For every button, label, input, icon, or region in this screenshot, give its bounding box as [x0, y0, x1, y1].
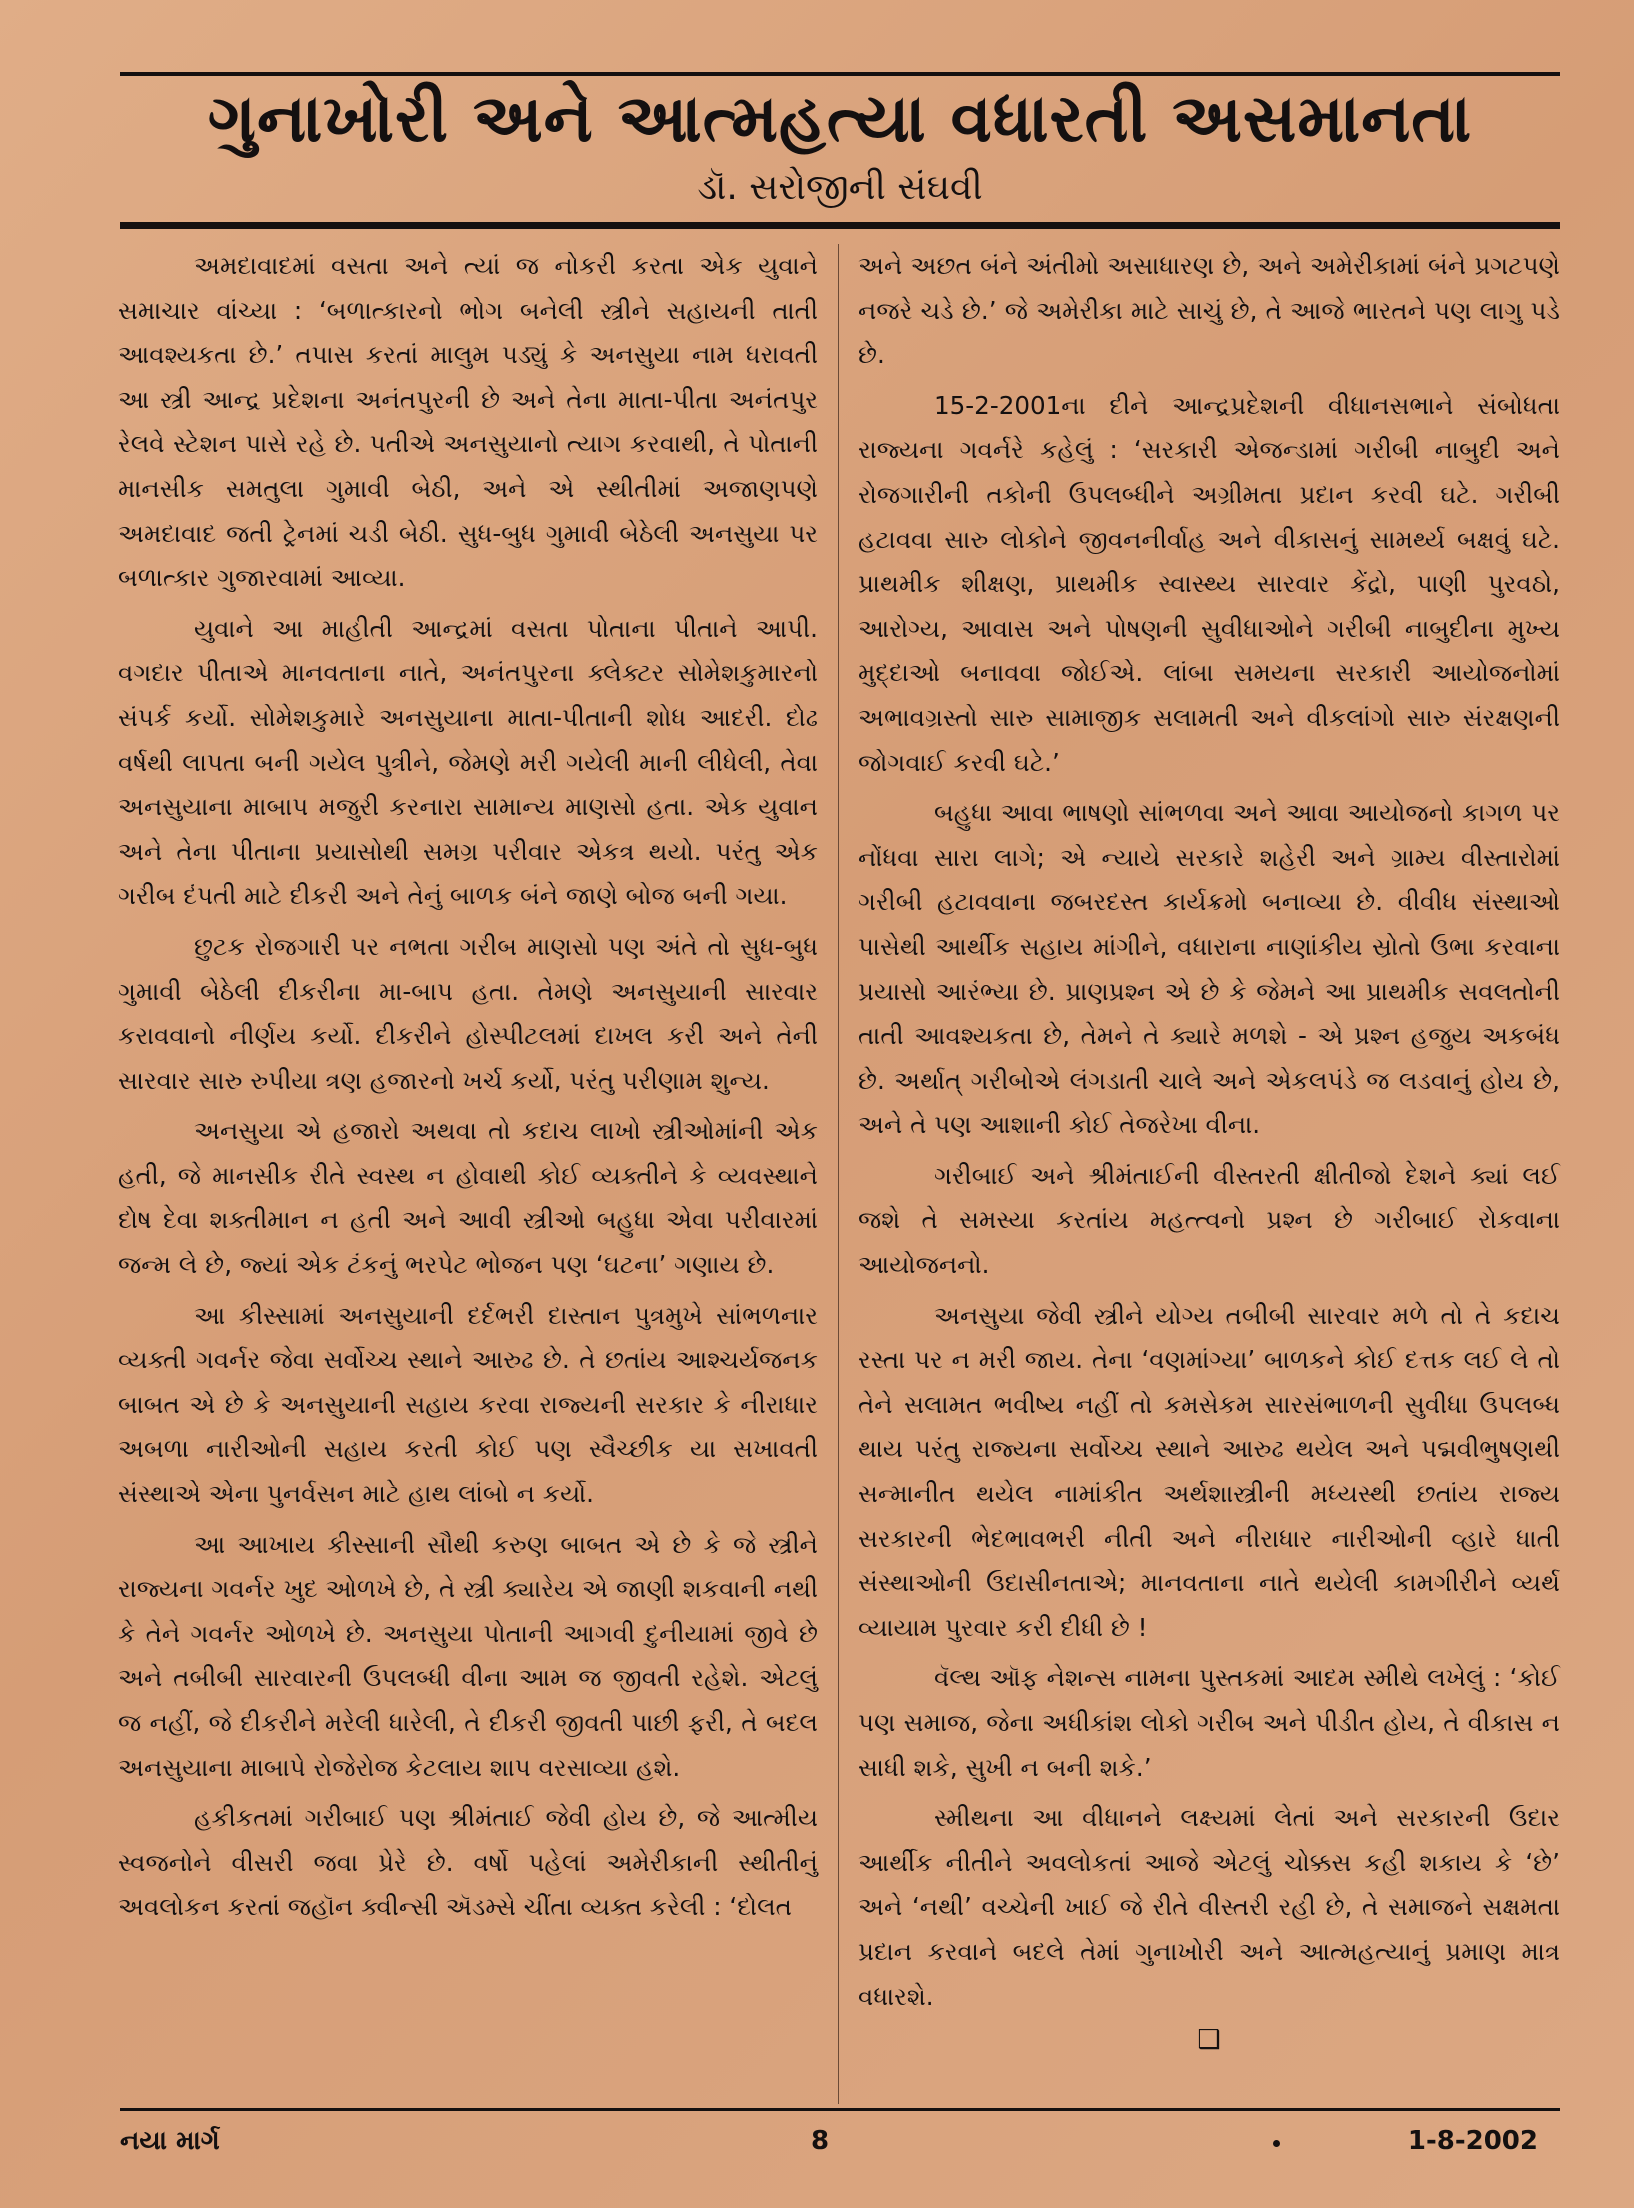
header-rule	[120, 222, 1560, 229]
paragraph: આ કીસ્સામાં અનસુયાની દર્દભરી દાસ્તાન પુત્રમુખે સાંભળનાર વ્યક્તી ગવર્નર જેવા સર્વોચ્ચ સ્થાને આરુઢ છે. તે છતાંય આશ્ચર્યજનક બાબત એ છે કે અનસુયાની સહાય કરવા રાજ્યની સરકાર કે નીરાધાર અબળા નારીઓની સહાય કરતી કોઈ પણ સ્વૈચ્છીક યા સખાવતી સંસ્થાએ એના પુનર્વસન માટે હાથ લાંબો ન કર્યો.	[118, 1300, 818, 1509]
paragraph: ગરીબાઈ અને શ્રીમંતાઈની વીસ્તરતી ક્ષીતીજો દેશને ક્યાં લઈ જશે તે સમસ્યા કરતાંય મહત્ત્વનો પ્રશ્ન છે ગરીબાઈ રોકવાના આયોજનનો.	[858, 1160, 1560, 1280]
article-title: ગુનાખોરી અને આત્મહત્યા વધારતી અસમાનતા	[207, 80, 1473, 157]
paragraph: અનસુયા એ હજારો અથવા તો કદાચ લાખો સ્ત્રીઓમાંની એક હતી, જે માનસીક રીતે સ્વસ્થ ન હોવાથી કોઈ વ્યક્તીને કે વ્યવસ્થાને દોષ દેવા શક્તીમાન ન હતી અને આવી સ્ત્રીઓ બહુધા એવા પરીવારમાં જન્મ લે છે, જ્યાં એક ટંકનું ભરપેટ ભોજન પણ ‘ઘટના’ ગણાય છે.	[118, 1116, 818, 1280]
paragraph: વૅલ્થ ઑફ નેશન્સ નામના પુસ્તકમાં આદમ સ્મીથે લખેલું : ‘કોઈ પણ સમાજ, જેના અધીકાંશ લોકો ગરીબ અને પીડીત હોય, તે વીકાસ ન સાધી શકે, સુખી ન બની શકે.’	[858, 1663, 1560, 1782]
paragraph: આ આખાય કીસ્સાની સૌથી કરુણ બાબત એ છે કે જે સ્ત્રીને રાજ્યના ગવર્નર ખુદ ઓળખે છે, તે સ્ત્રી ક્યારેય એ જાણી શકવાની નથી કે તેને ગવર્નર ઓળખે છે. અનસુયા પોતાની આગવી દુનીયામાં જીવે છે અને તબીબી સારવારની ઉપલબ્ધી વીના આમ જ જીવતી રહેશે. એટલું જ નહીં, જે દીકરીને મરેલી ધારેલી, તે દીકરી જીવતી પાછી ફરી, તે બદલ અનસુયાના માબાપે રોજેરોજ કેટલાય શાપ વરસાવ્યા હશે.	[118, 1529, 818, 1782]
paragraph: છુટક રોજગારી પર નભતા ગરીબ માણસો પણ અંતે તો સુધ-બુધ ગુમાવી બેઠેલી દીકરીના મા-બાપ હતા. તેમણે અનસુયાની સારવાર કરાવવાનો નીર્ણય કર્યો. દીકરીને હોસ્પીટલમાં દાખલ કરી અને તેની સારવાર સારુ રુપીયા ત્રણ હજારનો ખર્ચ કર્યો, પરંતુ પરીણામ શુન્ય.	[118, 931, 818, 1095]
paragraph: અને અછત બંને અંતીમો અસાધારણ છે, અને અમેરીકામાં બંને પ્રગટપણે નજરે ચડે છે.’ જે અમેરીકા માટે સાચું છે, તે આજે ભારતને પણ લાગુ પડે છે.	[858, 251, 1560, 370]
paragraph: અમદાવાદમાં વસતા અને ત્યાં જ નોકરી કરતા એક યુવાને સમાચાર વાંચ્યા : ‘બળાત્કારનો ભોગ બનેલી સ્ત્રીને સહાયની તાતી આવશ્યકતા છે.’ તપાસ કરતાં માલુમ પડ્યું કે અનસુયા નામ ધરાવતી આ સ્ત્રી આન્દ્ર પ્રદેશના અનંતપુરની છે અને તેના માતા-પીતા અનંતપુર રેલવે સ્ટેશન પાસે રહે છે. પતીએ અનસુયાનો ત્યાગ કરવાથી, તે પોતાની માનસીક સમતુલા ગુમાવી બેઠી, અને એ સ્થીતીમાં અજાણપણે અમદાવાદ જતી ટ્રેનમાં ચડી બેઠી. સુધ-બુધ ગુમાવી બેઠેલી અનસુયા પર બળાત્કાર ગુજારવામાં આવ્યા.	[118, 251, 818, 593]
issue-date: 1-8-2002	[1407, 2126, 1538, 2156]
paragraph: અનસુયા જેવી સ્ત્રીને યોગ્ય તબીબી સારવાર મળે તો તે કદાચ રસ્તા પર ન મરી જાય. તેના ‘વણમાંગ્યા’ બાળકને કોઈ દત્તક લઈ લે તો તેને સલામત ભવીષ્ય નહીં તો કમસેકમ સારસંભાળની સુવીધા ઉપલબ્ધ થાય પરંતુ રાજ્યના સર્વોચ્ચ સ્થાને આરુઢ થયેલ અને પદ્મવીભુષણથી સન્માનીત થયેલ નામાંકીત અર્થશાસ્ત્રીની મધ્યસ્થી છતાંય રાજ્ય સરકારની ભેદભાવભરી નીતી અને નીરાધાર નારીઓની વ્હારે ધાતી સંસ્થાઓની ઉદાસીનતાએ; માનવતાના નાતે થયેલી કામગીરીને વ્યર્થ વ્યાયામ પુરવાર કરી દીધી છે !	[858, 1300, 1560, 1642]
end-of-article-mark: ❑	[1197, 2025, 1221, 2056]
paragraph: 15-2-2001ના દીને આન્દ્રપ્રદેશની વીધાનસભાને સંબોધતા રાજ્યના ગવર્નરે કહેલું : ‘સરકારી એજન્ડામાં ગરીબી નાબુદી અને રોજગારીની તકોની ઉપલબ્ધીને અગ્રીમતા પ્રદાન કરવી ઘટે. ગરીબી હટાવવા સારુ લોકોને જીવનનીર્વાહ અને વીકાસનું સામર્થ્ય બક્ષવું ઘટે. પ્રાથમીક શીક્ષણ, પ્રાથમીક સ્વાસ્થ્ય સારવાર કેંદ્રો, પાણી પુરવઠો, આરોગ્ય, આવાસ અને પોષણની સુવીધાઓને ગરીબી નાબુદીના મુખ્ય મુદ્દાઓ બનાવવા જોઈએ. લાંબા સમયના સરકારી આયોજનોમાં અભાવગ્રસ્તો સારુ સામાજીક સલામતી અને વીકલાંગો સારુ સંરક્ષણની જોગવાઈ કરવી ઘટે.’	[858, 390, 1560, 777]
footer-dot	[1273, 2140, 1280, 2147]
column-divider	[838, 244, 839, 2104]
left-column	[118, 244, 818, 1936]
paragraph: સ્મીથના આ વીધાનને લક્ષ્યમાં લેતાં અને સરકારની ઉદાર આર્થીક નીતીને અવલોકતાં આજે એટલું ચોક્કસ કહી શકાય કે ‘છે’ અને ‘નથી’ વચ્ચેની ખાઈ જે રીતે વીસ્તરી રહી છે, તે સમાજને સક્ષમતા પ્રદાન કરવાને બદલે તેમાં ગુનાખોરી અને આત્મહત્યાનું પ્રમાણ માત્ર વધારશે.	[858, 1803, 1560, 2011]
article-author: ડૉ. સરોજીની સંઘવી	[697, 167, 983, 208]
footer-rule	[120, 2108, 1560, 2111]
paragraph: યુવાને આ માહીતી આન્દ્રમાં વસતા પોતાના પીતાને આપી. વગદાર પીતાએ માનવતાના નાતે, અનંતપુરના ક્લેક્ટર સોમેશકુમારનો સંપર્ક કર્યો. સોમેશકુમારે અનસુયાના માતા-પીતાની શોધ આદરી. દોઢ વર્ષથી લાપતા બની ગયેલ પુત્રીને, જેમણે મરી ગયેલી માની લીધેલી, તેવા અનસુયાના માબાપ મજુરી કરનારા સામાન્ય માણસો હતા. એક યુવાન અને તેના પીતાના પ્રયાસોથી સમગ્ર પરીવાર એકત્ર થયો. પરંતુ એક ગરીબ દંપતી માટે દીકરી અને તેનું બાળક બંને જાણે બોજ બની ગયા.	[118, 613, 818, 911]
right-column	[858, 244, 1560, 2055]
publication-name: નયા માર્ગ	[120, 2126, 220, 2156]
paragraph: હકીકતમાં ગરીબાઈ પણ શ્રીમંતાઈ જેવી હોય છે, જે આત્મીય સ્વજનોને વીસરી જવા પ્રેરે છે. વર્ષો પહેલાં અમેરીકાની સ્થીતીનું અવલોકન કરતાં જહૉન ક્વીન્સી ઍડમ્સે ચીંતા વ્યક્ત કરેલી : ‘દોલત	[118, 1803, 818, 1922]
page-number: 8	[810, 2126, 830, 2156]
paragraph: બહુધા આવા ભાષણો સાંભળવા અને આવા આયોજનો કાગળ પર નોંધવા સારા લાગે; એ ન્યાયે સરકારે શહેરી અને ગ્રામ્ય વીસ્તારોમાં ગરીબી હટાવવાના જબરદસ્ત કાર્યક્રમો બનાવ્યા છે. વીવીધ સંસ્થાઓ પાસેથી આર્થીક સહાય માંગીને, વધારાના નાણાંકીય સ્રોતો ઉભા કરવાના પ્રયાસો આરંભ્યા છે. પ્રાણપ્રશ્ન એ છે કે જેમને આ પ્રાથમીક સવલતોની તાતી આવશ્યકતા છે, તેમને તે ક્યારે મળશે - એ પ્રશ્ન હજુય અકબંધ છે. અર્થાત્ ગરીબોએ લંગડાતી ચાલે અને એકલપંડે જ લડવાનું હોય છે, અને તે પણ આશાની કોઈ તેજરેખા વીના.	[858, 798, 1560, 1140]
